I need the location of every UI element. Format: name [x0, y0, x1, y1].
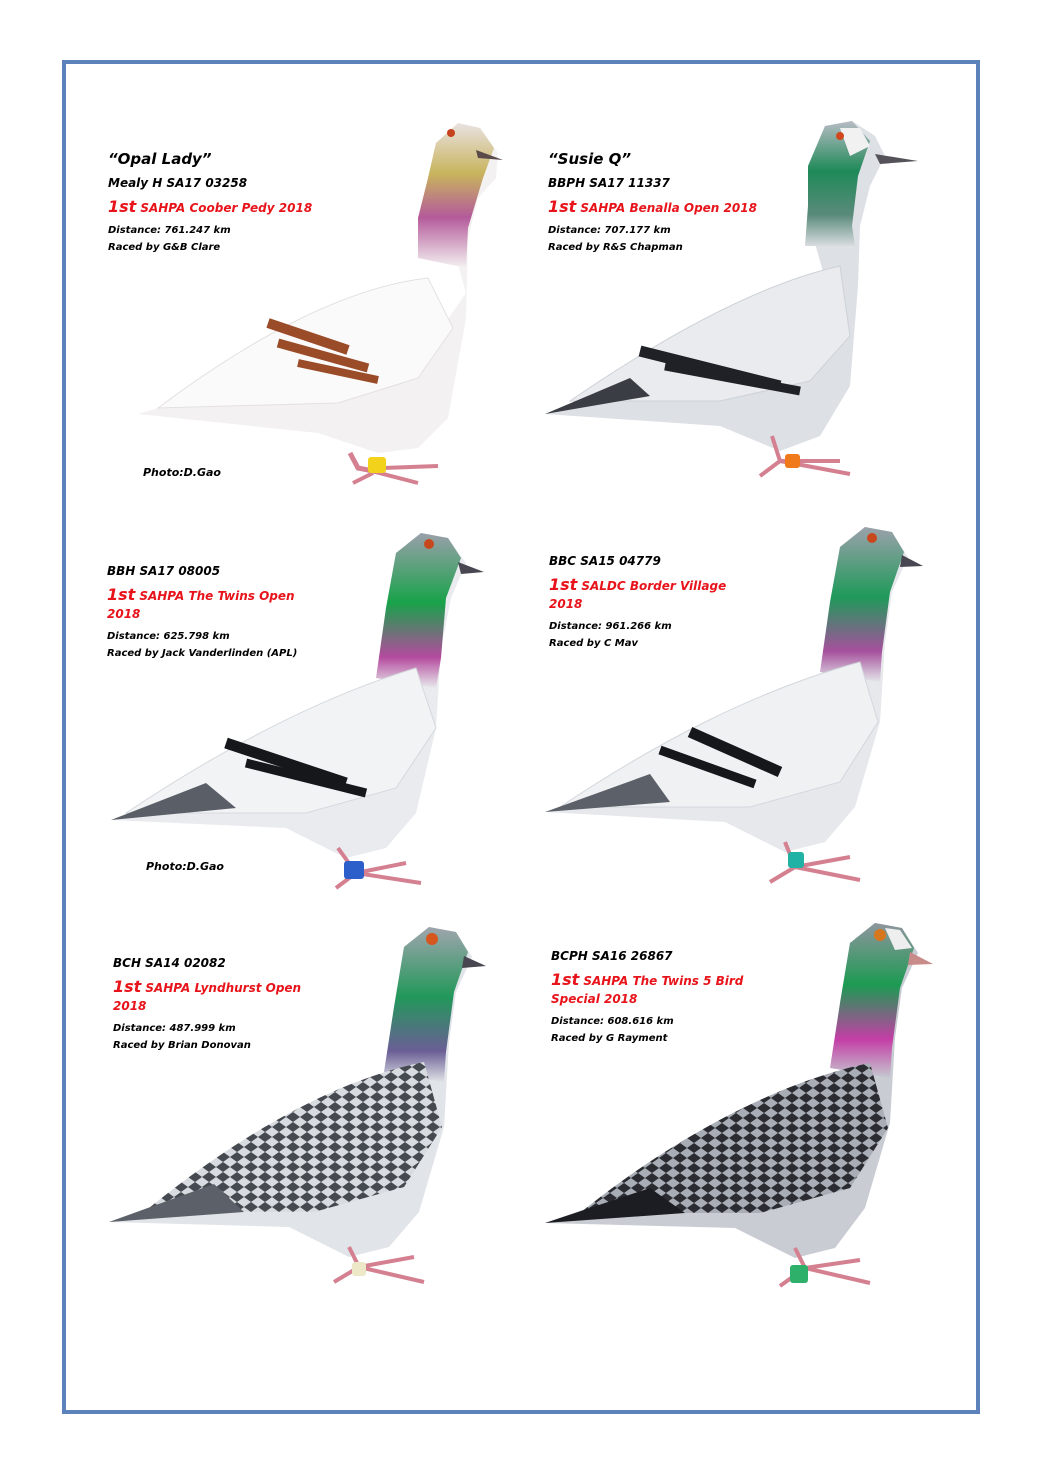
bird-info-bch-sa14-02082: [113, 956, 308, 1057]
raced-by: Raced by G Rayment: [551, 1033, 668, 1044]
placing: 1st: [113, 977, 142, 996]
bird-info-bbc-sa15-04779: [549, 554, 734, 655]
race-name: SAHPA Benalla Open 2018: [580, 201, 757, 215]
raced-by: Raced by Brian Donovan: [113, 1040, 251, 1051]
raced-by: Raced by Jack Vanderlinden (APL): [107, 648, 298, 659]
race-result: [549, 576, 734, 613]
bird-info-susie-q: [548, 150, 757, 259]
race-name: SAHPA Lyndhurst Open 2018: [113, 981, 302, 1013]
bird-info-bcph-sa16-26867: [551, 949, 751, 1050]
race-result: [108, 198, 312, 217]
distance: Distance: 608.616 km: [551, 1016, 674, 1027]
raced-by: Raced by G&B Clare: [108, 242, 221, 253]
distance: Distance: 961.266 km: [549, 621, 672, 632]
distance: Distance: 487.999 km: [113, 1023, 236, 1034]
placing: 1st: [107, 585, 136, 604]
bird-name: “Susie Q”: [548, 150, 632, 168]
raced-by: Raced by C Mav: [549, 638, 638, 649]
placing: 1st: [548, 197, 577, 216]
race-name: SALDC Border Village 2018: [549, 579, 727, 611]
race-name: SAHPA The Twins 5 Bird Special 2018: [551, 974, 744, 1006]
bird-info-opal-lady: [108, 150, 312, 259]
distance: Distance: 761.247 km: [108, 225, 231, 236]
bird-info-bbh-sa17-08005: [107, 564, 317, 665]
ring-number: BBPH SA17 11337: [548, 176, 670, 190]
race-result: [113, 978, 308, 1015]
distance: Distance: 707.177 km: [548, 225, 671, 236]
race-result: [551, 971, 751, 1008]
photo-credit: Photo:D.Gao: [143, 466, 221, 479]
race-result: [107, 586, 317, 623]
placing: 1st: [551, 970, 580, 989]
placing: 1st: [108, 197, 137, 216]
ring-number: Mealy H SA17 03258: [108, 176, 248, 190]
placing: 1st: [549, 575, 578, 594]
ring-number: BCH SA14 02082: [113, 956, 226, 970]
race-result: [548, 198, 757, 217]
ring-number: BBH SA17 08005: [107, 564, 221, 578]
distance: Distance: 625.798 km: [107, 631, 230, 642]
photo-credit: Photo:D.Gao: [146, 860, 224, 873]
race-name: SAHPA Coober Pedy 2018: [140, 201, 313, 215]
ring-number: BBC SA15 04779: [549, 554, 661, 568]
ring-number: BCPH SA16 26867: [551, 949, 673, 963]
race-name: SAHPA The Twins Open 2018: [107, 589, 295, 621]
bird-name: “Opal Lady”: [108, 150, 212, 168]
raced-by: Raced by R&S Chapman: [548, 242, 683, 253]
